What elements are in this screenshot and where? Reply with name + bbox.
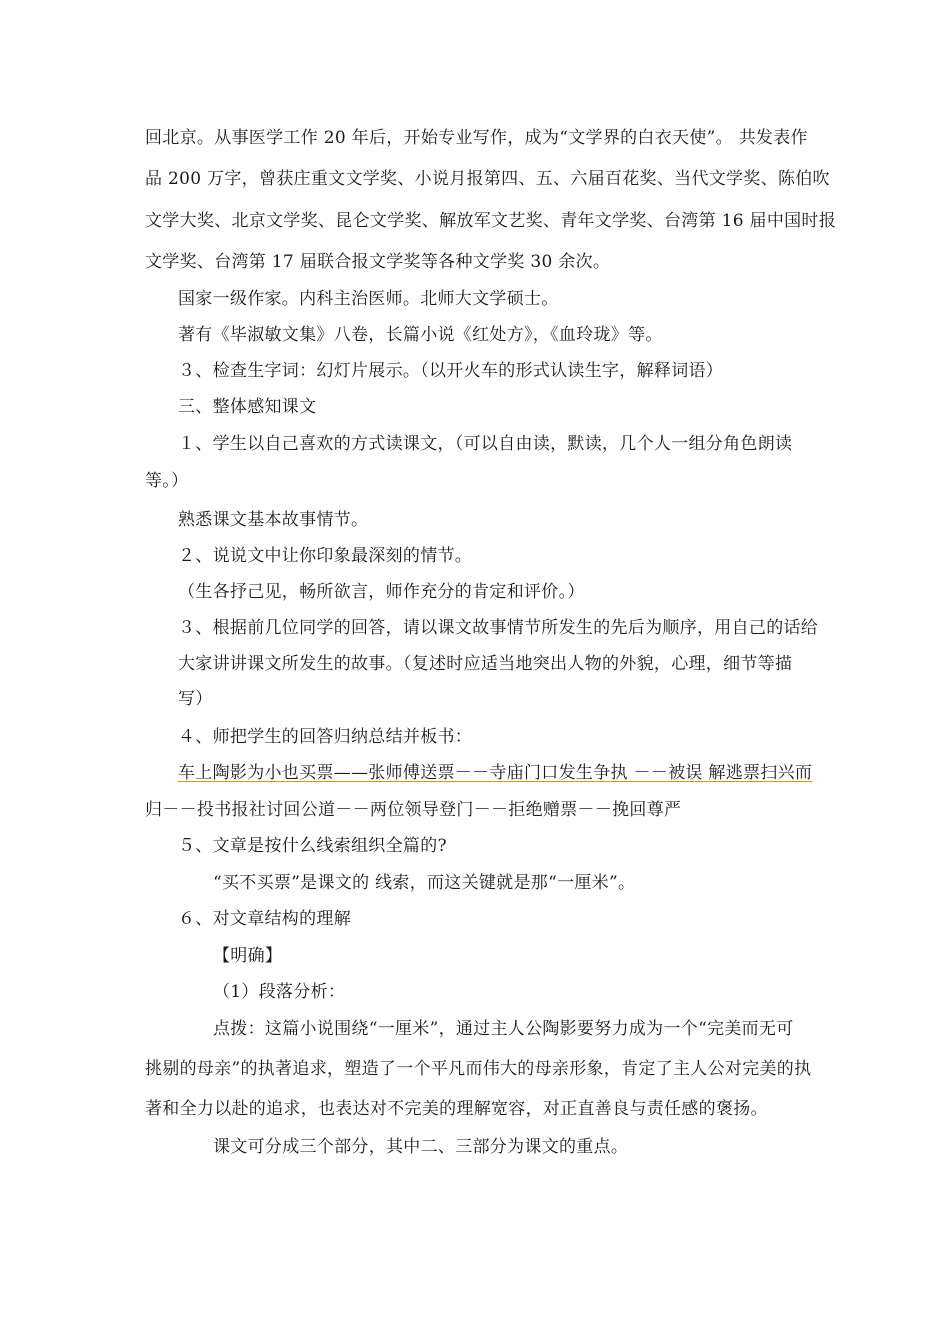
q2-note: （生各抒己见，畅所欲言，师作充分的肯定和评价。） (178, 582, 585, 602)
board-line-1: 车上陶影为小也买票——张师傅送票－－寺庙门口发生争执 －－被误 解逃票扫兴而 (178, 763, 813, 783)
section3-heading: 三、整体感知课文 (178, 397, 317, 417)
q1-line-2: 等。） (145, 471, 189, 491)
pointer-line-3: 著和全力以赴的追求，也表达对不完美的理解宽容，对正直善良与责任感的褒扬。 (145, 1099, 768, 1119)
parts-line: 课文可分成三个部分，其中二、三部分为课文的重点。 (213, 1137, 629, 1157)
q1-line-1: １、学生以自己喜欢的方式读课文，（可以自由读，默读，几个人一组分角色朗读 (178, 434, 793, 454)
q3-line-3: 写） (178, 689, 213, 709)
pointer-line-2: 挑剔的母亲”的执著追求，塑造了一个平凡而伟大的母亲形象，肯定了主人公对完美的执 (145, 1059, 812, 1079)
board-line-2: 归－－投书报社讨回公道－－两位领导登门－－拒绝赠票－－挽回尊严 (145, 800, 682, 820)
q5-answer: “买不买票”是课文的 线索，而这关键就是那“一厘米”。 (213, 873, 636, 893)
q3-line-2: 大家讲讲课文所发生的故事。（复述时应适当地突出人物的外貌，心理，细节等描 (178, 654, 793, 674)
pointer-line-1: 点拨：这篇小说围绕“一厘米”，通过主人公陶影要努力成为一个“完美而无可 (213, 1019, 794, 1039)
step3-check: ３、检查生字词：幻灯片展示。（以开火车的形式认读生字，解释词语） (178, 361, 724, 381)
clarify-label: 【明确】 (213, 946, 283, 966)
paragraph-analysis: （1）段落分析： (213, 982, 346, 1002)
bio-line-3: 文学大奖、北京文学奖、昆仑文学奖、解放军文艺奖、青年文学奖、台湾第 16 届中国时报 (145, 211, 837, 231)
q6: ６、对文章结构的理解 (178, 909, 351, 929)
works-line: 著有《毕淑敏文集》八卷，长篇小说《红处方》，《血玲珑》等。 (178, 325, 663, 345)
q2: ２、说说文中让你印象最深刻的情节。 (178, 546, 473, 566)
bio-line-2: 品 200 万字，曾获庄重文文学奖、小说月报第四、五、六届百花奖、当代文学奖、陈伯吹 (145, 169, 830, 189)
titles-line: 国家一级作家。内科主治医师。北师大文学硕士。 (178, 289, 559, 309)
bio-line-1: 回北京。从事医学工作 20 年后，开始专业写作，成为“文学界的白衣天使”。 共发表作 (145, 128, 808, 148)
q3-line-1: ３、根据前几位同学的回答，请以课文故事情节所发生的先后为顺序，用自己的话给 (178, 618, 819, 638)
q5: ５、文章是按什么线索组织全篇的? (178, 836, 447, 856)
q1-note: 熟悉课文基本故事情节。 (178, 510, 369, 530)
bio-line-4: 文学奖、台湾第 17 届联合报文学奖等各种文学奖 30 余次。 (145, 252, 611, 272)
q4: ４、师把学生的回答归纳总结并板书： (178, 727, 473, 747)
